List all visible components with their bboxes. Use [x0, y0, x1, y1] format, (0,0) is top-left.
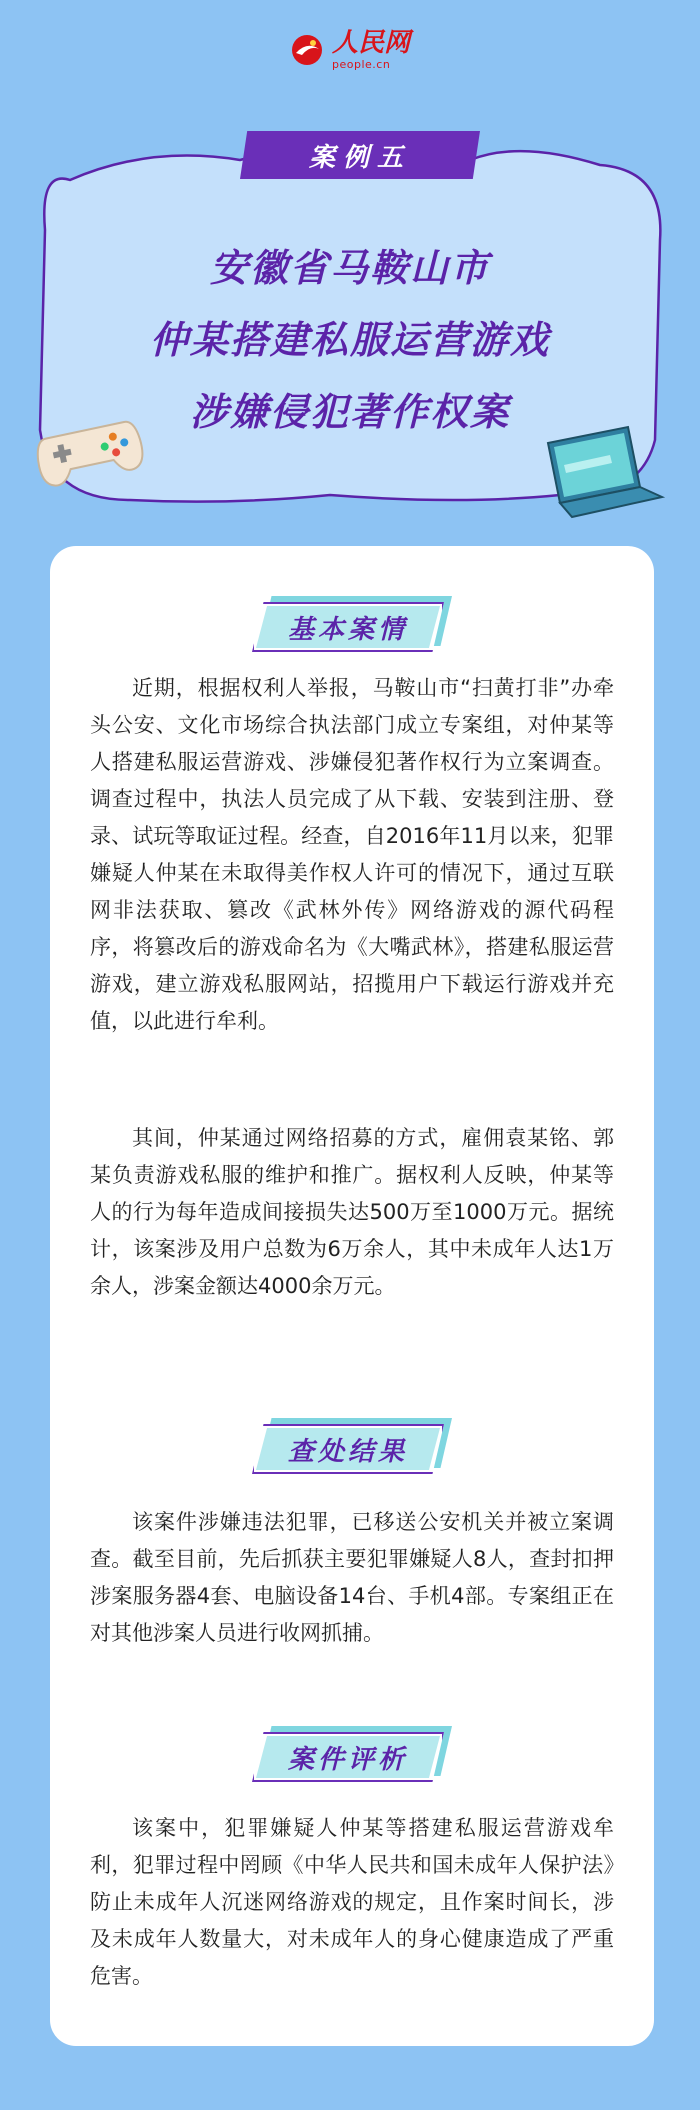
section-heading-label: 查处结果 — [287, 1436, 408, 1467]
section-paragraph: 近期，根据权利人举报，马鞍山市“扫黄打非”办牵头公安、文化市场综合执法部门成立专案组，对仲某等人搭建私服运营游戏、涉嫌侵犯著作权行为立案调查。调查过程中，执法人员完成了从下载、安装到注册、登录、试玩等取证过程。经查，自2016年11月以来，犯罪嫌疑人仲某在未取得美作权人许可的情况下，通过互联网非法获取、篡改《武林外传》网络游戏的源代码程序，将篡改后的游戏命名为《大嘴武林》，搭建私服运营游戏，建立游戏私服网站，招揽用户下载运行游戏并充值，以此进行牟利。 — [90, 676, 614, 1033]
section-heading-label: 案件评析 — [287, 1744, 408, 1775]
section-heading-label: 基本案情 — [287, 614, 408, 645]
logo-chinese-text: 人民网 — [331, 28, 410, 58]
gamepad-icon — [28, 400, 148, 490]
title-line-3: 涉嫌侵犯著作权案 — [189, 390, 510, 434]
section-paragraph: 其间，仲某通过网络招募的方式，雇佣袁某铭、郭某负责游戏私服的维护和推广。据权利人反映，仲某等人的行为每年造成间接损失达500万至1000万元。据统计，该案涉及用户总数为6万余人，其中未成年人达1万余人，涉案金额达4000余万元。 — [90, 1126, 614, 1298]
case-number-label: 案例五 — [308, 142, 411, 173]
logo-english-text: people.cn — [331, 58, 391, 71]
section-heading-handling-result — [50, 1418, 654, 1476]
laptop-icon — [530, 425, 670, 525]
title-line-2: 仲某搭建私服运营游戏 — [149, 318, 550, 362]
case-number-badge — [240, 131, 480, 179]
section-heading-basic-facts — [50, 596, 654, 654]
section-heading-case-analysis — [50, 1726, 654, 1784]
title-line-1: 安徽省马鞍山市 — [209, 246, 490, 290]
section-paragraph: 该案件涉嫌违法犯罪，已移送公安机关并被立案调查。截至目前，先后抓获主要犯罪嫌疑人8人，查封扣押涉案服务器4套、电脑设备14台、手机4部。专案组正在对其他涉案人员进行收网抓捕。 — [90, 1510, 614, 1645]
content-card — [50, 546, 654, 2046]
section-paragraph: 该案中，犯罪嫌疑人仲某等搭建私服运营游戏牟利，犯罪过程中罔顾《中华人民共和国未成年人保护法》防止未成年人沉迷网络游戏的规定，且作案时间长，涉及未成年人数量大，对未成年人的身心健康造成了严重危害。 — [90, 1816, 614, 1988]
